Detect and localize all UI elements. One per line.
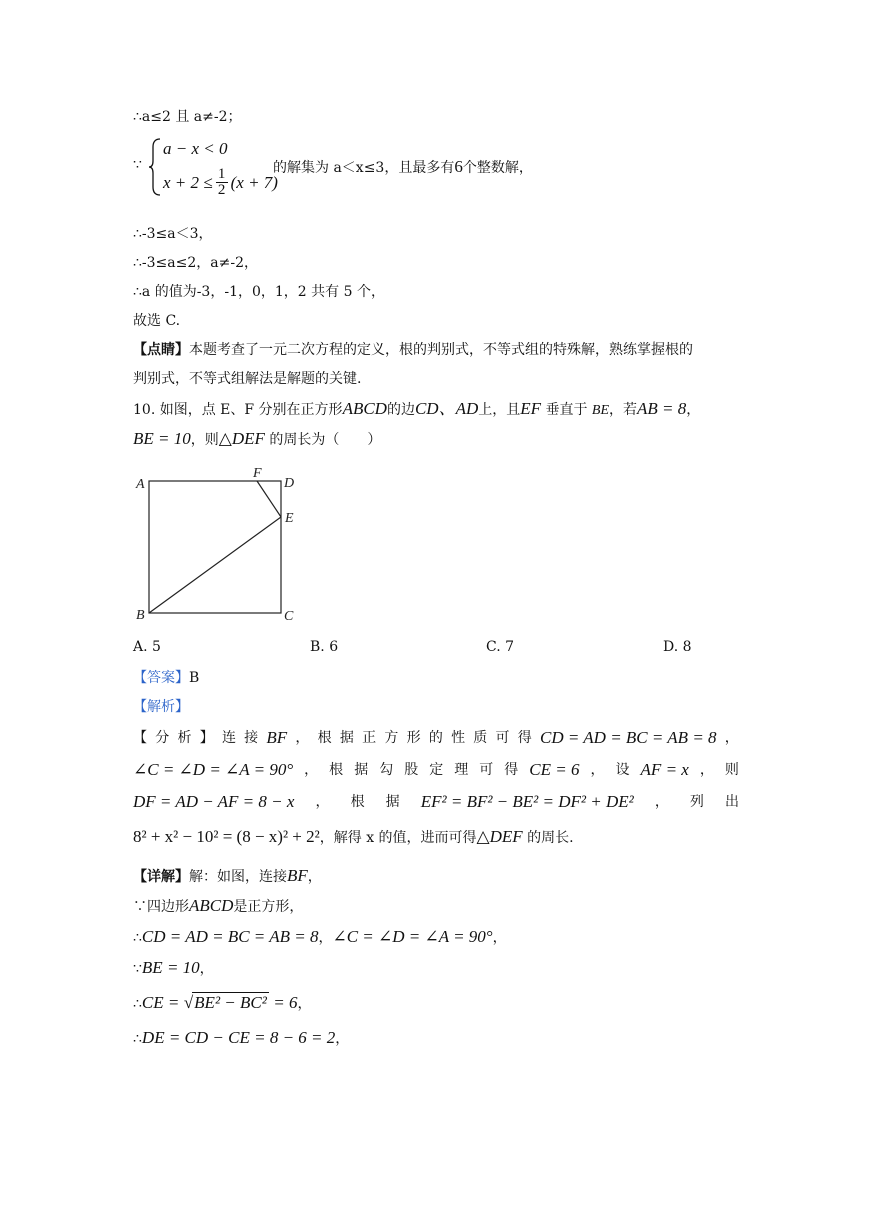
detail-text: ， [199,961,214,977]
solution-line: ∴-3≤a≤2，a≠-2， [133,255,258,271]
detail-line-2 [133,896,303,917]
question-text: 如图，点 E、F 分别在正方形 [159,402,343,418]
fraction-numerator: 1 [217,166,226,182]
comment-line-2: 判别式，不等式组解法是解题的关键. [133,371,362,387]
detail-line-4 [133,958,214,979]
choice-label: B. [310,639,325,655]
inequality-1: a − x < 0 [163,139,228,158]
choice-c [486,639,514,655]
detail-tag: 【详解】 [133,869,189,885]
detail-text: ， [335,1031,350,1047]
math-expression: CD = AD = BC = AB = 8 [540,728,717,747]
detail-text: ∵四边形 [133,899,189,915]
math-result: = 6 [273,993,298,1012]
math-angles: ∠C = ∠D = ∠A = 90° [332,927,493,946]
system-description-b: 个整数解， [462,160,533,176]
choice-value: 6 [329,639,339,655]
math-be-10: BE = 10 [133,429,191,448]
question-text: ，则 [190,432,219,448]
analysis-row-4 [133,827,574,848]
label-a: A [136,477,145,492]
analysis-token: 可 [495,730,510,746]
math-expression: BF [266,728,288,747]
math-ce: CE = [141,993,180,1012]
inequality-system [133,137,553,197]
detail-text: ∴ [133,996,142,1012]
analysis-text: ，解得 x 的值，进而可得 [319,830,477,846]
sqrt-expression: √BE² − BC² [183,993,267,1012]
label-d: D [284,476,295,491]
sqrt-radicand: BE² − BC² [194,993,267,1012]
analysis-token: 设 [615,762,630,778]
analysis-token: ， [590,762,605,778]
analysis-token: 得 [517,730,532,746]
math-ab-8: AB = 8 [637,399,687,418]
because-symbol: ∵ [133,157,142,173]
choice-label: A. [133,639,148,655]
inequality-2-left: x + 2 ≤ [163,172,213,192]
analysis-token: 据 [385,794,400,810]
analysis-token: 则 [724,762,739,778]
inequality-2 [163,167,278,198]
analysis-token: 形 [406,730,421,746]
analysis-token: 列 [689,794,704,810]
math-equalities: CD = AD = BC = AB = 8 [141,927,319,946]
inequality-2-right: (x + 7) [230,172,278,192]
system-description-a: 的解集为 a＜x≤3，且最多有 [273,160,455,176]
analysis-token: 分 [155,730,170,746]
choice-value: 8 [682,639,692,655]
math-triangle-def: △DEF [218,429,265,448]
question-text: 上，且 [478,402,521,418]
analysis-token: 方 [384,730,399,746]
analysis-token: 接 [244,730,259,746]
choice-label: D. [663,639,679,655]
analysis-tag: 【解析】 [133,699,189,715]
choice-value: 5 [152,639,161,655]
analysis-text: 的周长. [527,830,574,846]
question-line-2 [133,429,381,450]
math-expression: CE = 6 [529,760,580,779]
analysis-token: 得 [504,762,519,778]
math-be: BE [591,403,610,418]
analysis-token: 析 [177,730,192,746]
math-be-10: BE = 10 [141,958,200,977]
analysis-token: 股 [404,762,419,778]
math-de: DE = CD − CE = 8 − 6 = 2 [141,1028,336,1047]
analysis-token: 勾 [379,762,394,778]
square-figure [130,460,305,630]
analysis-token: ， [295,730,310,746]
detail-text: ， [492,930,507,946]
answer-tag: 【答案】 [133,670,189,686]
detail-text: ， [307,869,322,885]
detail-text: ∴ [133,1031,142,1047]
analysis-token: 性 [451,730,466,746]
question-text: ， [686,402,701,418]
fraction-half [216,167,228,198]
choice-a [133,639,161,655]
detail-line-6 [133,1028,349,1049]
math-ef: EF [520,399,542,418]
choice-d [663,639,692,655]
left-brace [148,137,162,197]
analysis-token: 定 [429,762,444,778]
math-equation: 8² + x² − 10² = (8 − x)² + 2² [133,827,320,846]
detail-text: ， [318,930,333,946]
math-abcd: ABCD [189,896,234,915]
comment-text-1: 本题考查了一元二次方程的定义，根的判别式，不等式组的特殊解，熟练掌握根的 [189,342,693,358]
math-expression: DF = AD − AF = 8 − x [133,792,295,811]
math-triangle-def: △DEF [476,827,523,846]
choice-b [310,639,338,655]
detail-line-1 [133,866,322,887]
solution-line: ∴a≤2 且 a≠-2； [133,109,242,125]
question-text: 的周长为（ ） [269,432,382,448]
segment-ef [257,481,281,517]
analysis-row-2 [133,759,739,781]
system-description-number: 6 [454,157,463,176]
analysis-token: ， [654,794,669,810]
detail-line-3 [133,927,507,948]
analysis-token: ， [724,730,739,746]
detail-text: ∴ [133,930,142,946]
question-text: 的边 [386,402,415,418]
comment-line-1 [133,340,693,360]
analysis-token: 据 [354,762,369,778]
analysis-token: ， [315,794,330,810]
analysis-token: 质 [473,730,488,746]
math-expression: ∠C = ∠D = ∠A = 90° [133,760,294,779]
analysis-token: ， [699,762,714,778]
analysis-row-1 [133,727,739,749]
label-e: E [285,511,294,526]
math-expression: EF² = BF² − BE² = DF² + DE² [420,792,634,811]
fraction-denominator: 2 [217,182,226,198]
question-number: 10. [133,402,156,418]
answer-line [133,668,199,688]
question-line-1 [133,399,700,421]
analysis-token: 据 [339,730,354,746]
answer-value: B [189,670,200,686]
segment-be [149,517,281,613]
solution-line: ∴a 的值为-3，-1，0，1，2 共有 5 个， [133,284,385,300]
analysis-token: 根 [350,794,365,810]
analysis-token: 正 [362,730,377,746]
detail-line-5 [133,992,312,1014]
analysis-token: 根 [317,730,332,746]
solution-line: 故选 C. [133,313,181,329]
label-f: F [253,466,262,481]
detail-text: ， [297,996,312,1012]
math-cd-ad: CD、AD [414,399,479,418]
question-text: 垂直于 [545,402,588,418]
detail-text: ∵ [133,961,142,977]
analysis-token: 【 [133,730,147,746]
system-description [273,157,533,177]
analysis-token: 的 [428,730,443,746]
question-text: ，若 [609,402,638,418]
label-b: B [136,608,145,623]
analysis-token: 可 [479,762,494,778]
analysis-token: 】 [199,730,214,746]
analysis-token: 出 [724,794,739,810]
label-c: C [284,609,294,624]
square-abcd [149,481,281,613]
choice-value: 7 [505,639,515,655]
detail-text: 解：如图，连接 [189,869,287,885]
analysis-token: ， [304,762,319,778]
analysis-row-3 [133,791,739,813]
math-abcd: ABCD [342,399,387,418]
analysis-token: 理 [454,762,469,778]
solution-line: ∴-3≤a＜3， [133,226,213,242]
detail-text: 是正方形， [233,899,304,915]
choice-label: C. [486,639,501,655]
math-bf: BF [287,866,308,885]
analysis-token: 根 [329,762,344,778]
analysis-token: 连 [221,730,236,746]
comment-tag: 【点睛】 [133,342,189,358]
math-expression: AF = x [640,760,689,779]
